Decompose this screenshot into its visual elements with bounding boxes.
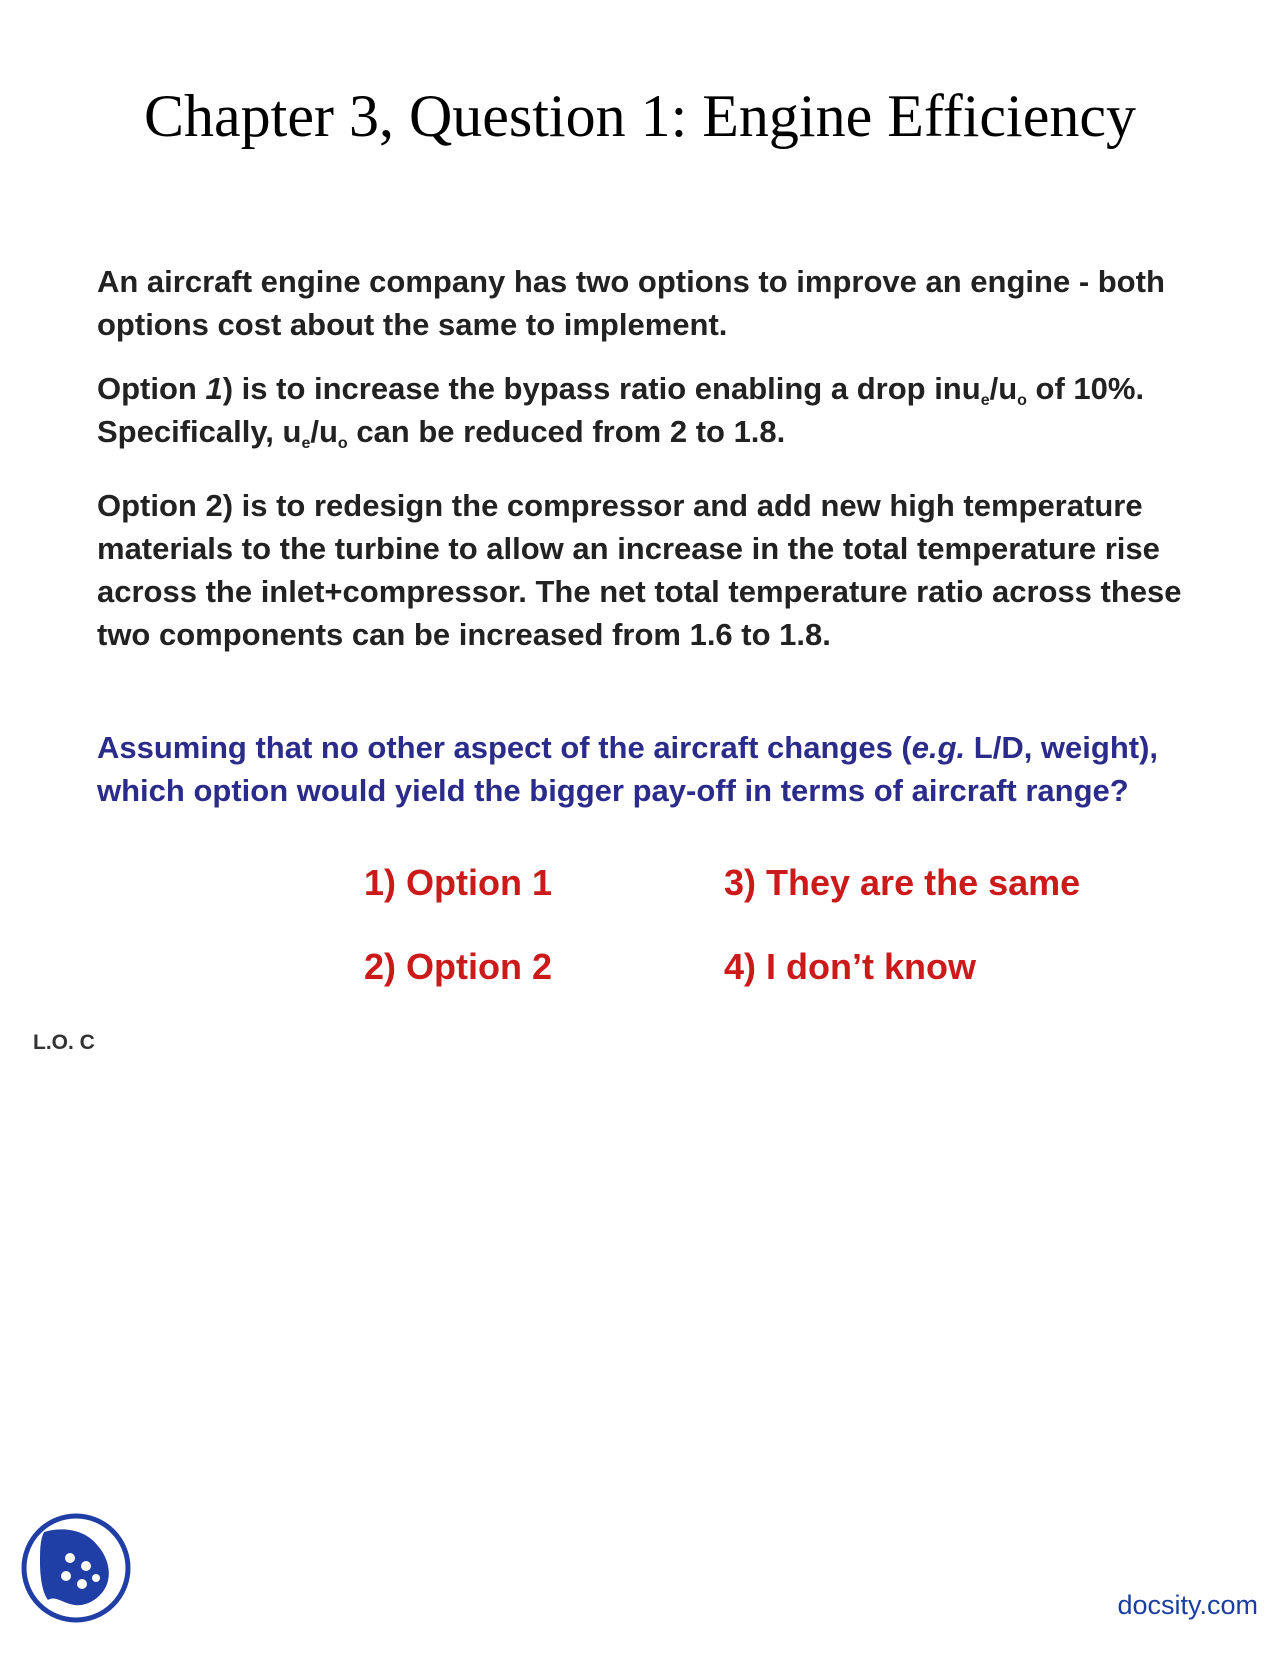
option2-paragraph: Option 2) is to redesign the compressor and add new high temperature materials to the turbine to allow an increase in the total temperature rise across the inlet+compressor. The net total temperature ratio across these two components can be increased from 1.6 to 1.8. bbox=[97, 488, 1182, 652]
answer-option-4: 4) I don’t know bbox=[724, 946, 976, 987]
docsity-logo-icon bbox=[20, 1512, 132, 1624]
answer-option-3: 3) They are the same bbox=[724, 862, 1081, 903]
learning-objective-label: L.O. C bbox=[33, 1031, 95, 1054]
page-title: Chapter 3, Question 1: Engine Efficiency bbox=[144, 83, 1136, 149]
question-paragraph: Assuming that no other aspect of the aircraft changes (e.g. L/D, weight), which option would yield the bigger pay-off in terms of aircraft range? bbox=[97, 730, 1159, 808]
intro-paragraph: An aircraft engine company has two options to improve an engine - both options cost about the same to implement. bbox=[97, 264, 1165, 342]
option1-paragraph: Option 1) is to increase the bypass ratio enabling a drop $inu_e/u_o$ of 10%. Specifically, $u_e/u_o$ can be reduced from 2 to 1.8. bbox=[97, 371, 1145, 452]
docsity-brand-link[interactable]: docsity.com bbox=[1117, 1590, 1258, 1620]
answer-option-2: 2) Option 2 bbox=[364, 946, 552, 987]
answer-option-1: 1) Option 1 bbox=[364, 862, 552, 903]
